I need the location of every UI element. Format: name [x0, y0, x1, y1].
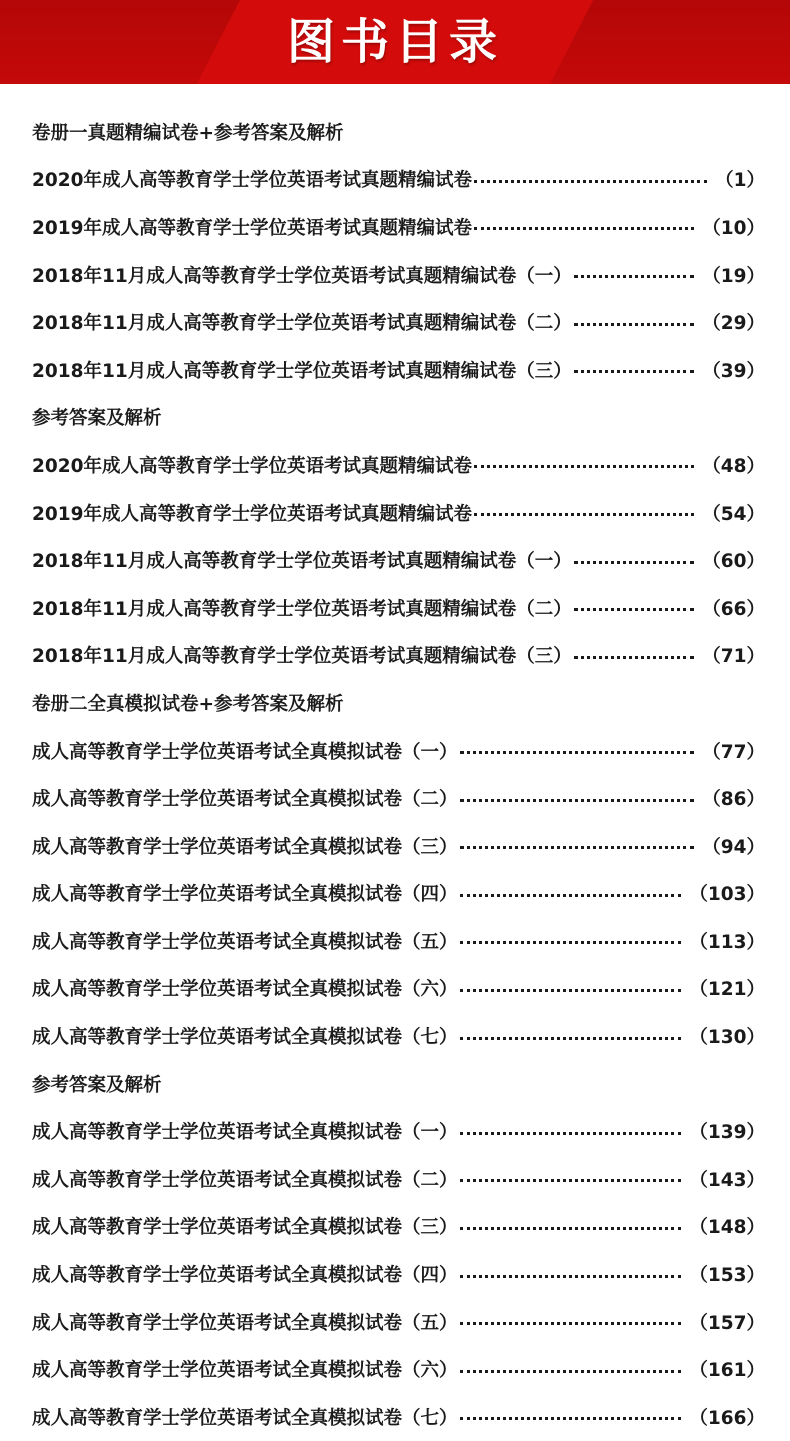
toc-entry[interactable] — [32, 584, 765, 632]
dot-leader — [460, 1227, 682, 1230]
dot-leader — [574, 275, 695, 278]
entry-title: 2018年11月成人高等教育学士学位英语考试真题精编试卷（二） — [32, 598, 572, 620]
page-number: （143） — [689, 1169, 765, 1191]
dot-leader — [574, 608, 695, 611]
entry-title: 2018年11月成人高等教育学士学位英语考试真题精编试卷（一） — [32, 265, 572, 287]
dot-leader — [574, 323, 695, 326]
page-number: （66） — [702, 598, 765, 620]
entry-title: 2018年11月成人高等教育学士学位英语考试真题精编试卷（三） — [32, 360, 572, 382]
dot-leader — [460, 1179, 682, 1182]
entry-title: 2018年11月成人高等教育学士学位英语考试真题精编试卷（一） — [32, 551, 572, 573]
entry-title: 2020年成人高等教育学士学位英语考试真题精编试卷 — [32, 170, 472, 192]
toc-section-heading — [32, 1060, 765, 1108]
page-number: （71） — [702, 646, 765, 668]
dot-leader — [574, 656, 695, 659]
entry-title: 成人高等教育学士学位英语考试全真模拟试卷（五） — [32, 1312, 458, 1334]
entry-title: 成人高等教育学士学位英语考试全真模拟试卷（三） — [32, 836, 458, 858]
toc-entry[interactable] — [32, 1155, 765, 1203]
toc-entry[interactable] — [32, 1298, 765, 1346]
section-title: 卷册一真题精编试卷+参考答案及解析 — [32, 122, 344, 144]
entry-title: 成人高等教育学士学位英语考试全真模拟试卷（六） — [32, 979, 458, 1001]
entry-title: 成人高等教育学士学位英语考试全真模拟试卷（七） — [32, 1027, 458, 1049]
entry-title: 2020年成人高等教育学士学位英语考试真题精编试卷 — [32, 455, 472, 477]
toc-entry[interactable] — [32, 346, 765, 394]
page-number: （1） — [715, 170, 765, 192]
dot-leader — [474, 513, 694, 516]
page-number: （29） — [702, 313, 765, 335]
dot-leader — [460, 846, 695, 849]
toc-entry[interactable] — [32, 632, 765, 680]
page-number: （48） — [702, 455, 765, 477]
entry-title: 成人高等教育学士学位英语考试全真模拟试卷（一） — [32, 741, 458, 763]
toc-entry[interactable] — [32, 441, 765, 489]
header-banner — [0, 0, 790, 84]
toc-entry[interactable] — [32, 917, 765, 965]
dot-leader — [460, 1322, 682, 1325]
page-number: （157） — [689, 1312, 765, 1334]
dot-leader — [474, 465, 694, 468]
toc-entry[interactable] — [32, 298, 765, 346]
dot-leader — [574, 370, 695, 373]
toc-entry[interactable] — [32, 203, 765, 251]
toc-section-heading — [32, 679, 765, 727]
dot-leader — [574, 561, 695, 564]
entry-title: 成人高等教育学士学位英语考试全真模拟试卷（二） — [32, 1169, 458, 1191]
toc-entry[interactable] — [32, 1203, 765, 1251]
entry-title: 成人高等教育学士学位英语考试全真模拟试卷（三） — [32, 1217, 458, 1239]
entry-title: 成人高等教育学士学位英语考试全真模拟试卷（四） — [32, 884, 458, 906]
toc-entry[interactable] — [32, 774, 765, 822]
toc-section-heading — [32, 108, 765, 156]
entry-title: 成人高等教育学士学位英语考试全真模拟试卷（五） — [32, 931, 458, 953]
entry-title: 2018年11月成人高等教育学士学位英语考试真题精编试卷（二） — [32, 313, 572, 335]
entry-title: 成人高等教育学士学位英语考试全真模拟试卷（二） — [32, 789, 458, 811]
entry-title: 成人高等教育学士学位英语考试全真模拟试卷（六） — [32, 1360, 458, 1382]
page-number: （139） — [689, 1122, 765, 1144]
page-number: （19） — [702, 265, 765, 287]
dot-leader — [474, 180, 707, 183]
page-number: （113） — [689, 931, 765, 953]
toc-entry[interactable] — [32, 727, 765, 775]
dot-leader — [460, 1417, 682, 1420]
section-title: 参考答案及解析 — [32, 1074, 162, 1096]
page-number: （54） — [702, 503, 765, 525]
toc-entry[interactable] — [32, 965, 765, 1013]
toc-entry[interactable] — [32, 1107, 765, 1155]
dot-leader — [460, 1370, 682, 1373]
dot-leader — [460, 751, 695, 754]
page-number: （103） — [689, 884, 765, 906]
section-title: 卷册二全真模拟试卷+参考答案及解析 — [32, 693, 344, 715]
dot-leader — [474, 227, 694, 230]
section-title: 参考答案及解析 — [32, 408, 162, 430]
toc-entry[interactable] — [32, 1012, 765, 1060]
dot-leader — [460, 799, 695, 802]
entry-title: 成人高等教育学士学位英语考试全真模拟试卷（四） — [32, 1265, 458, 1287]
toc-entry[interactable] — [32, 536, 765, 584]
toc-entry[interactable] — [32, 1393, 765, 1441]
page-number: （39） — [702, 360, 765, 382]
page-number: （121） — [689, 979, 765, 1001]
toc-entry[interactable] — [32, 1250, 765, 1298]
page-number: （77） — [702, 741, 765, 763]
toc-entry[interactable] — [32, 251, 765, 299]
dot-leader — [460, 1132, 682, 1135]
dot-leader — [460, 894, 682, 897]
page-number: （60） — [702, 551, 765, 573]
page-number: （148） — [689, 1217, 765, 1239]
page-title: 图书目录 — [286, 14, 503, 70]
dot-leader — [460, 989, 682, 992]
dot-leader — [460, 941, 682, 944]
page-number: （94） — [702, 836, 765, 858]
entry-title: 2019年成人高等教育学士学位英语考试真题精编试卷 — [32, 503, 472, 525]
toc-entry[interactable] — [32, 870, 765, 918]
page-number: （161） — [689, 1360, 765, 1382]
page-number: （130） — [689, 1027, 765, 1049]
dot-leader — [460, 1275, 682, 1278]
page-number: （86） — [702, 789, 765, 811]
entry-title: 成人高等教育学士学位英语考试全真模拟试卷（七） — [32, 1407, 458, 1429]
toc-entry[interactable] — [32, 489, 765, 537]
page-number: （153） — [689, 1265, 765, 1287]
entry-title: 成人高等教育学士学位英语考试全真模拟试卷（一） — [32, 1122, 458, 1144]
entry-title: 2019年成人高等教育学士学位英语考试真题精编试卷 — [32, 217, 472, 239]
entry-title: 2018年11月成人高等教育学士学位英语考试真题精编试卷（三） — [32, 646, 572, 668]
toc-section-heading — [32, 394, 765, 442]
toc-entry[interactable] — [32, 822, 765, 870]
page-number: （166） — [689, 1407, 765, 1429]
dot-leader — [460, 1037, 682, 1040]
table-of-contents — [32, 108, 765, 1441]
toc-entry[interactable] — [32, 1345, 765, 1393]
page-number: （10） — [702, 217, 765, 239]
toc-entry[interactable] — [32, 156, 765, 204]
